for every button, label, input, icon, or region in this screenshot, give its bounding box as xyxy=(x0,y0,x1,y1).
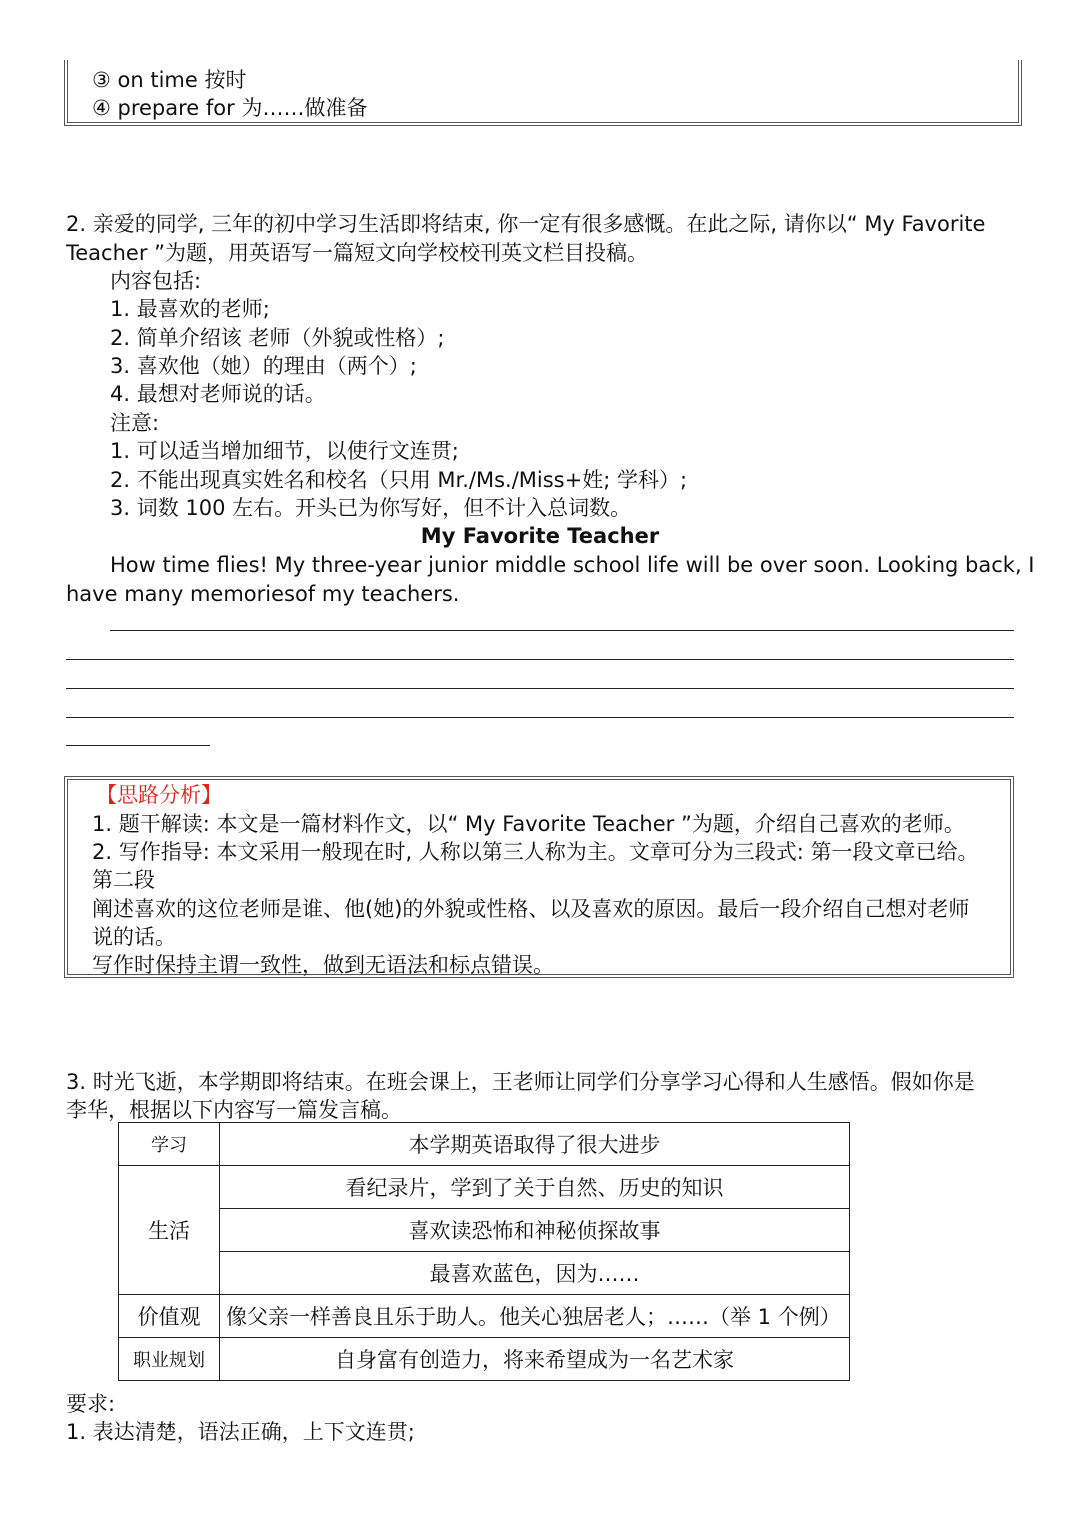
analysis-line: 第二段 xyxy=(92,868,155,892)
q2-content-item: 3. 喜欢他（她）的理由（两个）; xyxy=(110,354,417,378)
q3-prompt-line2: 李华，根据以下内容写一篇发言稿。 xyxy=(66,1098,402,1122)
table-cell-value: 看纪录片，学到了关于自然、历史的知识 xyxy=(220,1166,850,1209)
q3-req-item: 1. 表达清楚，语法正确，上下文连贯; xyxy=(66,1420,415,1444)
analysis-line: 阐述喜欢的这位老师是谁、他(她)的外貌或性格、以及喜欢的原因。最后一段介绍自己想对老师 xyxy=(92,897,970,921)
writing-blank-line[interactable] xyxy=(110,630,1014,631)
table-cell-value: 最喜欢蓝色，因为…… xyxy=(220,1252,850,1295)
table-cell-category: 学习 xyxy=(119,1123,220,1166)
analysis-line: 写作时保持主谓一致性，做到无语法和标点错误。 xyxy=(92,953,554,977)
q2-note-item: 2. 不能出现真实姓名和校名（只用 Mr./Ms./Miss+姓; 学科）; xyxy=(110,468,688,492)
q2-note-item: 3. 词数 100 左右。开头已为你写好，但不计入总词数。 xyxy=(110,496,632,520)
q3-info-table xyxy=(118,1122,850,1381)
table-cell-value: 像父亲一样善良且乐于助人。他关心独居老人；……（举 1 个例） xyxy=(220,1295,850,1338)
writing-blank-line[interactable] xyxy=(66,745,210,746)
analysis-line: 1. 题干解读: 本文是一篇材料作文，以“ My Favorite Teacher ”为题，介绍自己喜欢的老师。 xyxy=(92,812,965,836)
vocab-line-4: ④ prepare for 为……做准备 xyxy=(92,96,368,120)
q2-note-heading: 注意: xyxy=(110,411,160,435)
essay-opening-line2: have many memoriesof my teachers. xyxy=(66,582,460,606)
vocab-line-3: ③ on time 按时 xyxy=(92,68,247,92)
table-row xyxy=(119,1338,850,1381)
analysis-line: 说的话。 xyxy=(92,925,176,949)
q2-note-item: 1. 可以适当增加细节，以使行文连贯; xyxy=(110,439,459,463)
q2-content-heading: 内容包括: xyxy=(110,269,202,293)
table-cell-category: 价值观 xyxy=(119,1295,220,1338)
q2-prompt-line1: 2. 亲爱的同学, 三年的初中学习生活即将结束, 你一定有很多感慨。在此之际, 请你以“ My Favorite xyxy=(66,212,986,236)
analysis-heading: 【思路分析】 xyxy=(96,783,222,807)
table-cell-value: 自身富有创造力，将来希望成为一名艺术家 xyxy=(220,1338,850,1381)
table-row xyxy=(119,1166,850,1209)
q2-content-item: 1. 最喜欢的老师; xyxy=(110,297,270,321)
table-row xyxy=(119,1209,850,1252)
essay-title: My Favorite Teacher xyxy=(420,524,660,548)
q3-req-heading: 要求: xyxy=(66,1392,116,1416)
q2-prompt-line2: Teacher ”为题，用英语写一篇短文向学校校刊英文栏目投稿。 xyxy=(66,241,649,265)
q2-content-item: 2. 简单介绍该 老师（外貌或性格）; xyxy=(110,326,445,350)
q3-prompt-line1: 3. 时光飞逝，本学期即将结束。在班会课上，王老师让同学们分享学习心得和人生感悟。假如你是 xyxy=(66,1070,975,1094)
writing-blank-line[interactable] xyxy=(66,717,1014,718)
table-row xyxy=(119,1252,850,1295)
table-row xyxy=(119,1123,850,1166)
writing-blank-line[interactable] xyxy=(66,688,1014,689)
table-cell-value: 喜欢读恐怖和神秘侦探故事 xyxy=(220,1209,850,1252)
table-cell-category: 职业规划 xyxy=(119,1338,220,1381)
table-cell-category: 生活 xyxy=(119,1166,220,1295)
analysis-line: 2. 写作指导: 本文采用一般现在时, 人称以第三人称为主。文章可分为三段式: 第一段文章已给。 xyxy=(92,840,979,864)
q2-content-item: 4. 最想对老师说的话。 xyxy=(110,382,326,406)
essay-opening-line1: How time flies! My three-year junior middle school life will be over soon. Looking back, I xyxy=(110,553,1035,577)
table-cell-value: 本学期英语取得了很大进步 xyxy=(220,1123,850,1166)
writing-blank-line[interactable] xyxy=(66,659,1014,660)
table-row xyxy=(119,1295,850,1338)
